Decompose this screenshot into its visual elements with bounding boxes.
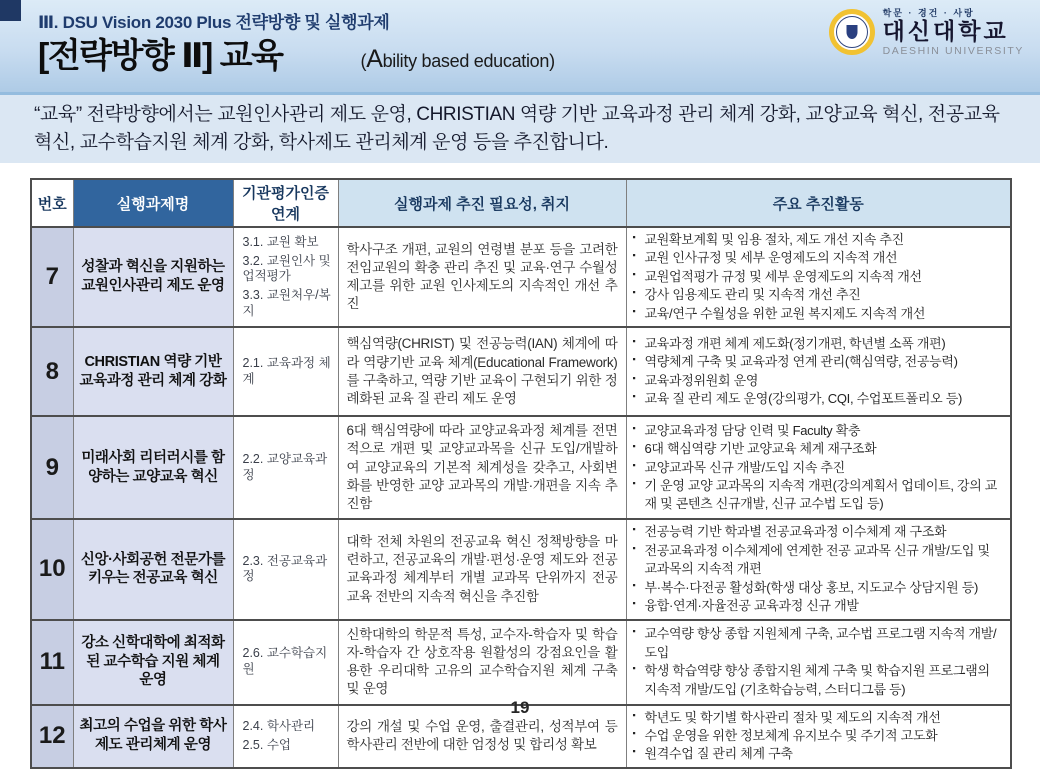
purpose-cell: 6대 핵심역량에 따라 교양교육과정 체계를 전면적으로 개편 및 교양교과목을 신규 도입/개발하여 교양교육의 기본적 체계성을 갖추고, 사회변화를 반영한 교양 교과목의 개발·개편을 지속 추진함	[338, 416, 626, 519]
row-number-cell: 12	[31, 705, 73, 768]
corner-accent-square	[0, 0, 21, 21]
row-number-cell: 8	[31, 327, 73, 416]
activities-list	[633, 422, 1005, 514]
accreditation-link-item: 2.1. 교육과정 체계	[242, 356, 331, 386]
activities-list	[633, 335, 1005, 409]
activities-cell	[626, 227, 1011, 327]
column-header-activities: 주요 추진활동	[626, 179, 1011, 227]
activity-item: ▪ 부·복수·다전공 활성화(학생 대상 홍보, 지도교수 상담지원 등)	[633, 579, 1005, 597]
activity-item: ▪ 교육 질 관리 제도 운영(강의평가, CQI, 수업포트폴리오 등)	[633, 390, 1005, 408]
logo-university-name: 대신대학교	[882, 18, 1009, 45]
table-row	[31, 519, 1011, 619]
activities-list	[633, 231, 1005, 323]
activity-item: ▪ 수업 운영을 위한 정보체계 유지보수 및 주기적 고도화	[633, 727, 1005, 745]
accreditation-link-cell	[233, 519, 338, 619]
column-header-task-name: 실행과제명	[73, 179, 233, 227]
activity-item: ▪ 교수역량 향상 종합 지원체계 구축, 교수법 프로그램 지속적 개발/도입	[633, 625, 1005, 662]
section-kicker: Ⅲ. DSU Vision 2030 Plus 전략방향 및 실행과제	[38, 13, 390, 32]
activity-item: ▪ 원격수업 질 관리 체계 구축	[633, 745, 1005, 763]
logo-text-block	[883, 8, 1024, 57]
execution-tasks-table	[30, 178, 1012, 769]
row-number-cell: 7	[31, 227, 73, 327]
university-logo	[829, 8, 1024, 57]
activities-list	[633, 625, 1005, 699]
table-row	[31, 416, 1011, 519]
activities-cell	[626, 327, 1011, 416]
table-row	[31, 227, 1011, 327]
activity-item: ▪ 교원 인사규정 및 세부 운영제도의 지속적 개선	[633, 249, 1005, 267]
page-title: [전략방향 Ⅱ] 교육	[38, 37, 283, 75]
activity-item: ▪ 교양교육과정 담당 인력 및 Faculty 확충	[633, 422, 1005, 440]
task-name-cell: 신앙·사회공헌 전문가를 키우는 전공교육 혁신	[73, 519, 233, 619]
activity-item: ▪ 융합·연계·자율전공 교육과정 신규 개발	[633, 597, 1005, 615]
task-name-cell: CHRISTIAN 역량 기반 교육과정 관리 체계 강화	[73, 327, 233, 416]
activity-item: ▪ 학년도 및 학기별 학사관리 절차 및 제도의 지속적 개선	[633, 709, 1005, 727]
accreditation-link-cell	[233, 620, 338, 705]
task-name-cell: 미래사회 리터러시를 함양하는 교양교육 혁신	[73, 416, 233, 519]
subtitle-open-paren: (	[360, 51, 367, 71]
column-header-purpose: 실행과제 추진 필요성, 취지	[338, 179, 626, 227]
activities-cell	[626, 519, 1011, 619]
page-number: 19	[510, 698, 530, 717]
activity-item: ▪ 6대 핵심역량 기반 교양교육 체계 재구조화	[633, 440, 1005, 458]
row-number-cell: 10	[31, 519, 73, 619]
activity-item: ▪ 교육/연구 수월성을 위한 교원 복지제도 지속적 개선	[633, 305, 1005, 323]
task-name-cell: 강소 신학대학에 최적화된 교수학습 지원 체계 운영	[73, 620, 233, 705]
row-number-cell: 9	[31, 416, 73, 519]
university-seal-icon	[829, 9, 875, 55]
intro-banner	[0, 95, 1040, 163]
slide-header-banner	[0, 0, 1040, 95]
activity-item: ▪ 교육과정 개편 체계 제도화(정기개편, 학년별 소폭 개편)	[633, 335, 1005, 353]
purpose-cell: 대학 전체 차원의 전공교육 혁신 정책방향을 마련하고, 전공교육의 개발·편성·운영 제도와 전공교육과정 체계부터 개별 교과목 단위까지 전공교육 전반의 지속적 혁신을 추진함	[338, 519, 626, 619]
column-header-accreditation-link: 기관평가인증 연계	[233, 179, 338, 227]
accreditation-link-cell	[233, 327, 338, 416]
activity-item: ▪ 전공교육과정 이수체계에 연계한 전공 교과목 신규 개발/도입 및 교과목의 지속적 개편	[633, 542, 1005, 579]
accreditation-link-item: 3.3. 교원처우/복지	[242, 287, 331, 318]
accreditation-link-item: 2.5. 수업	[242, 737, 291, 752]
accreditation-link-cell	[233, 416, 338, 519]
activity-item: ▪ 교원업적평가 규정 및 세부 운영제도의 지속적 개선	[633, 268, 1005, 286]
column-header-number: 번호	[31, 179, 73, 227]
accreditation-link-item: 3.1. 교원 확보	[242, 235, 319, 250]
activity-item: ▪ 전공능력 기반 학과별 전공교육과정 이수체계 재 구조화	[633, 523, 1005, 541]
intro-text: “교육” 전략방향에서는 교원인사관리 제도 운영, CHRISTIAN 역량 기반 교육과정 관리 체계 강화, 교양교육 혁신, 전공교육 혁신, 교수학습지원 체계 강화, 학사제도 관리체계 운영 등을 추진합니다.	[34, 104, 1000, 153]
activity-item: ▪ 학생 학습역량 향상 종합지원 체계 구축 및 학습지원 프로그램의 지속적 개발/도입 (기초학습능력, 스터디그룹 등)	[633, 662, 1005, 699]
purpose-cell: 학사구조 개편, 교원의 연령별 분포 등을 고려한 전임교원의 확충 관리 추진 및 교육·연구 수월성 제고를 위한 교원 인사제도의 지속적인 개선 추진	[338, 227, 626, 327]
purpose-cell: 핵심역량(CHRIST) 및 전공능력(IAN) 체계에 따라 역량기반 교육 체계(Educational Framework)를 구축하고, 역량 기반 교육이 구현되기 위한 정례화된 교육 질 관리 제도 운영	[338, 327, 626, 416]
seal-emblem	[846, 25, 857, 39]
table-header-row	[31, 179, 1011, 227]
subtitle-close-paren: )	[549, 51, 555, 71]
activities-cell	[626, 620, 1011, 705]
table-row	[31, 327, 1011, 416]
subtitle-capital: A	[366, 45, 383, 73]
activities-list	[633, 523, 1005, 615]
page-subtitle	[361, 45, 555, 74]
accreditation-link-item: 2.6. 교수학습지원	[242, 646, 328, 677]
activities-cell	[626, 416, 1011, 519]
task-name-cell: 최고의 수업을 위한 학사제도 관리체계 운영	[73, 705, 233, 768]
accreditation-link-cell	[233, 227, 338, 327]
title-row	[38, 28, 555, 77]
task-name-cell: 성찰과 혁신을 지원하는 교원인사관리 제도 운영	[73, 227, 233, 327]
activity-item: ▪ 역량체계 구축 및 교육과정 연계 관리(핵심역량, 전공능력)	[633, 353, 1005, 371]
table-row	[31, 620, 1011, 705]
subtitle-text: bility based education	[382, 51, 550, 71]
accreditation-link-item: 2.3. 전공교육과정	[242, 553, 328, 584]
activity-item: ▪ 교원확보계획 및 임용 절차, 제도 개선 지속 추진	[633, 231, 1005, 249]
activity-item: ▪ 교양교과목 신규 개발/도입 지속 추진	[633, 459, 1005, 477]
purpose-cell: 강의 개설 및 수업 운영, 출결관리, 성적부여 등 학사관리 전반에 대한 엄정성 및 합리성 확보	[338, 705, 626, 768]
logo-motto: 학문 · 경건 · 사랑	[882, 8, 975, 18]
purpose-cell: 신학대학의 학문적 특성, 교수자-학습자 및 학습자-학습자 간 상호작용 원활성의 강점요인을 활용한 우리대학 고유의 교수학습지원 체계 구축 및 운영	[338, 620, 626, 705]
logo-university-name-en: DAESHIN UNIVERSITY	[882, 44, 1024, 57]
accreditation-link-item: 2.4. 학사관리	[242, 719, 316, 734]
row-number-cell: 11	[31, 620, 73, 705]
accreditation-link-item: 2.2. 교양교육과정	[242, 452, 328, 482]
activity-item: ▪ 기 운영 교양 교과목의 지속적 개편(강의계획서 업데이트, 강의 교재 및 콘텐츠 신규개발, 신규 교수법 도입 등)	[633, 477, 1005, 514]
activity-item: ▪ 강사 임용제도 관리 및 지속적 개선 추진	[633, 286, 1005, 304]
accreditation-link-item: 3.2. 교원인사 및 업적평가	[242, 253, 331, 284]
activity-item: ▪ 교육과정위원회 운영	[633, 372, 1005, 390]
